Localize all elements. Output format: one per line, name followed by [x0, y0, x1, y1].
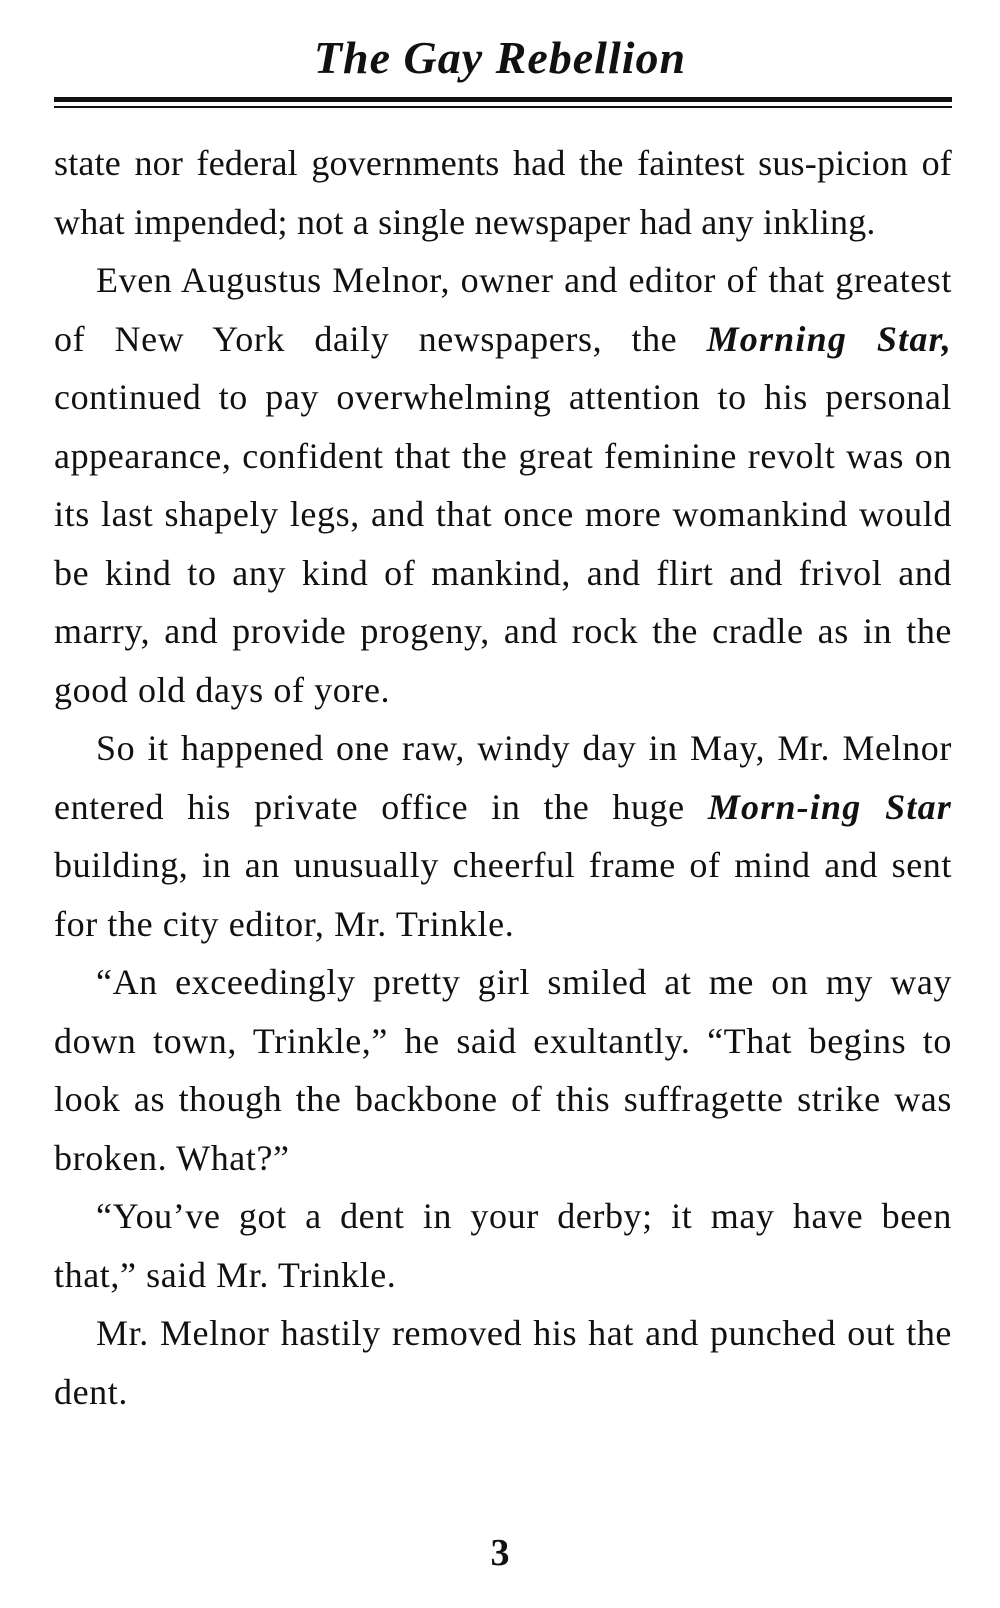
paragraph-text: Even Augustus Melnor, owner and editor of that greatest of New York daily newspapers, the [54, 260, 952, 359]
newspaper-title: Morning Star, [706, 318, 952, 359]
paragraph [54, 251, 952, 719]
newspaper-title: Morn-ing Star [707, 786, 952, 827]
paragraph-text: So it happened one raw, windy day in May, Mr. Melnor entered his private office in the huge [54, 728, 952, 827]
header-rule-thick [54, 97, 952, 102]
paragraph-text: building, in an unusually cheerful frame of mind and sent for the city editor, Mr. Trinkle. [54, 845, 952, 944]
header-rule-thin [54, 106, 952, 108]
paragraph: “You’ve got a dent in your derby; it may have been that,” said Mr. Trinkle. [54, 1196, 952, 1295]
paragraph [54, 719, 952, 953]
paragraph-text: continued to pay overwhelming attention to his personal appearance, confident that the great feminine revolt was on its last shapely legs, and that once more womankind would be kind to any kind of mankind, and flirt and frivol and marry, and provide progeny, and rock the cradle as in the good old days of yore. [54, 377, 952, 710]
paragraph: state nor federal governments had the faintest sus-picion of what impended; not a single newspaper had any inkling. [54, 143, 952, 242]
paragraph: Mr. Melnor hastily removed his hat and punched out the dent. [54, 1313, 952, 1412]
page-number: 3 [490, 1532, 510, 1574]
running-title: The Gay Rebellion [313, 32, 687, 83]
body-text [54, 134, 952, 1421]
paragraph: “An exceedingly pretty girl smiled at me on my way down town, Trinkle,” he said exultantly. “That begins to look as though the backbone of this suffragette strike was broken. What?” [54, 962, 952, 1178]
